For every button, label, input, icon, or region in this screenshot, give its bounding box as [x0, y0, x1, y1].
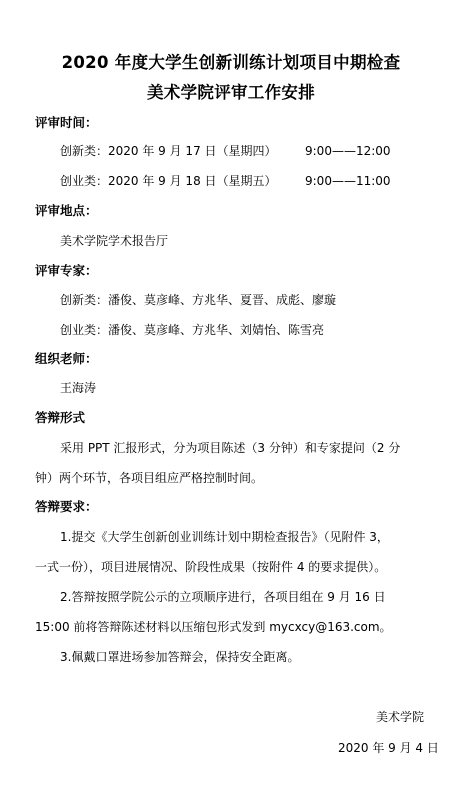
document-title-line1: 2020 年度大学生创新训练计划项目中期检查 — [61, 53, 401, 72]
time-row-innovation — [60, 143, 460, 159]
section-heading-requirements: 答辩要求： — [35, 499, 98, 514]
experts-row-innovation: 创新类：潘俊、莫彦峰、方兆华、夏晋、成彪、廖璇 — [60, 293, 337, 307]
section-heading-location: 评审地点： — [35, 203, 98, 218]
document-title-line2: 美术学院评审工作安排 — [147, 83, 315, 102]
time-row-innovation-date: 创新类：2020 年 9 月 17 日（星期四） — [60, 144, 277, 158]
experts-row-entrepreneurship: 创业类：潘俊、莫彦峰、方兆华、刘婧怡、陈雪亮 — [60, 323, 325, 337]
signature-org: 美术学院 — [376, 710, 425, 724]
section-heading-time: 评审时间： — [35, 115, 98, 130]
location-value: 美术学院学术报告厅 — [60, 234, 169, 248]
section-heading-format: 答辩形式 — [35, 410, 86, 425]
format-paragraph-line2: 钟）两个环节，各项目组应严格控制时间。 — [35, 471, 264, 485]
format-paragraph-line1: 采用 PPT 汇报形式，分为项目陈述（3 分钟）和专家提问（2 分 — [60, 441, 401, 455]
requirement-3: 3.佩戴口罩进场参加答辩会，保持安全距离。 — [60, 650, 300, 664]
time-row-entrepreneurship-time: 9:00——11:00 — [305, 174, 391, 188]
organizer-value: 王海涛 — [60, 381, 97, 395]
section-heading-organizer: 组织老师： — [35, 351, 98, 366]
signature-date: 2020 年 9 月 4 日 — [338, 741, 439, 755]
time-row-innovation-time: 9:00——12:00 — [305, 144, 391, 158]
requirement-1-line2: 一式一份），项目进展情况、阶段性成果（按附件 4 的要求提供）。 — [35, 560, 387, 574]
requirement-2-line2: 15:00 前将答辩陈述材料以压缩包形式发到 mycxcy@163.com。 — [35, 620, 392, 634]
requirement-2-line1: 2.答辩按照学院公示的立项顺序进行，各项目组在 9 月 16 日 — [60, 590, 386, 604]
requirement-1-line1: 1.提交《大学生创新创业训练计划中期检查报告》（见附件 3， — [60, 530, 389, 544]
time-row-entrepreneurship-date: 创业类：2020 年 9 月 18 日（星期五） — [60, 174, 277, 188]
section-heading-experts: 评审专家： — [35, 263, 98, 278]
time-row-entrepreneurship — [60, 173, 460, 189]
